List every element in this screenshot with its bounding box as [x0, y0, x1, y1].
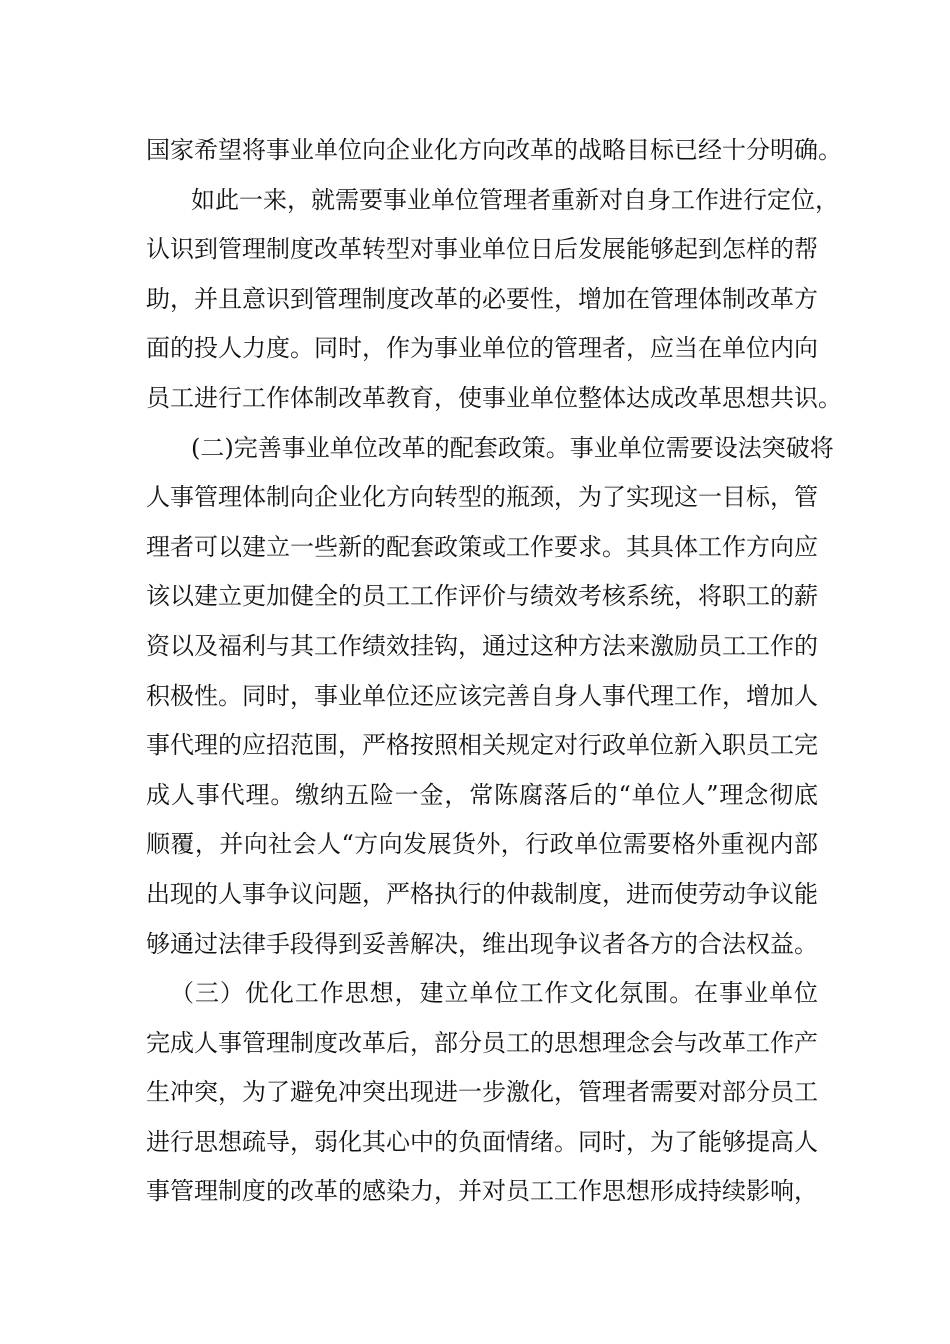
text-line: 完成人事管理制度改革后，部分员工的思想理念会与改革工作产 — [146, 1028, 818, 1057]
text-line: 资以及福利与其工作绩效挂钩，通过这种方法来激励员工工作的 — [146, 631, 818, 660]
text-line: 该以建立更加健全的员工工作评价与绩效考核系统，将职工的薪 — [146, 582, 818, 611]
body-text — [146, 126, 842, 1217]
text-line: 事管理制度的改革的感染力，并对员工工作思想形成持续影响， — [146, 1177, 818, 1206]
text-line: 人事管理体制向企业化方向转型的瓶颈，为了实现这一目标，管 — [146, 483, 818, 512]
text-line: 理者可以建立一些新的配套政策或工作要求。其具体工作方向应 — [146, 532, 818, 561]
text-line: 如此一来，就需要事业单位管理者重新对自身工作进行定位， — [191, 185, 839, 214]
text-line: 进行思想疏导，弱化其心中的负面情绪。同时，为了能够提高人 — [146, 1127, 818, 1156]
text-line: 出现的人事争议问题，严格执行的仲裁制度，进而使劳动争议能 — [146, 879, 818, 908]
text-line: 积极性。同时，事业单位还应该完善自身人事代理工作，增加人 — [146, 681, 818, 710]
text-line: 成人事代理。缴纳五险一金，常陈腐落后的“单位人”理念彻底 — [146, 780, 818, 809]
text-line: 面的投人力度。同时，作为事业单位的管理者，应当在单位内向 — [146, 334, 818, 363]
text-line: 够通过法律手段得到妥善解决，维出现争议者各方的合法权益。 — [146, 929, 818, 958]
text-line: (二)完善事业单位改革的配套政策。事业单位需要设法突破将 — [191, 433, 834, 462]
text-line: 生冲突，为了避免冲突出现进一步激化，管理者需要对部分员工 — [146, 1078, 818, 1107]
text-line: 顺覆，并向社会人“方向发展货外，行政单位需要格外重视内部 — [146, 830, 818, 859]
text-line: 认识到管理制度改革转型对事业单位日后发展能够起到怎样的帮 — [146, 235, 818, 264]
text-line: 事代理的应招范围，严格按照相关规定对行政单位新入职员工完 — [146, 731, 818, 760]
text-line: 员工进行工作体制改革教育，使事业单位整体达成改革思想共识。 — [146, 383, 842, 412]
text-line: 国家希望将事业单位向企业化方向改革的战略目标已经十分明确。 — [146, 136, 842, 164]
text-line: 助，并且意识到管理制度改革的必要性，增加在管理体制改革方 — [146, 284, 818, 313]
text-line: （三）优化工作思想，建立单位工作文化氛围。在事业单位 — [170, 979, 818, 1008]
